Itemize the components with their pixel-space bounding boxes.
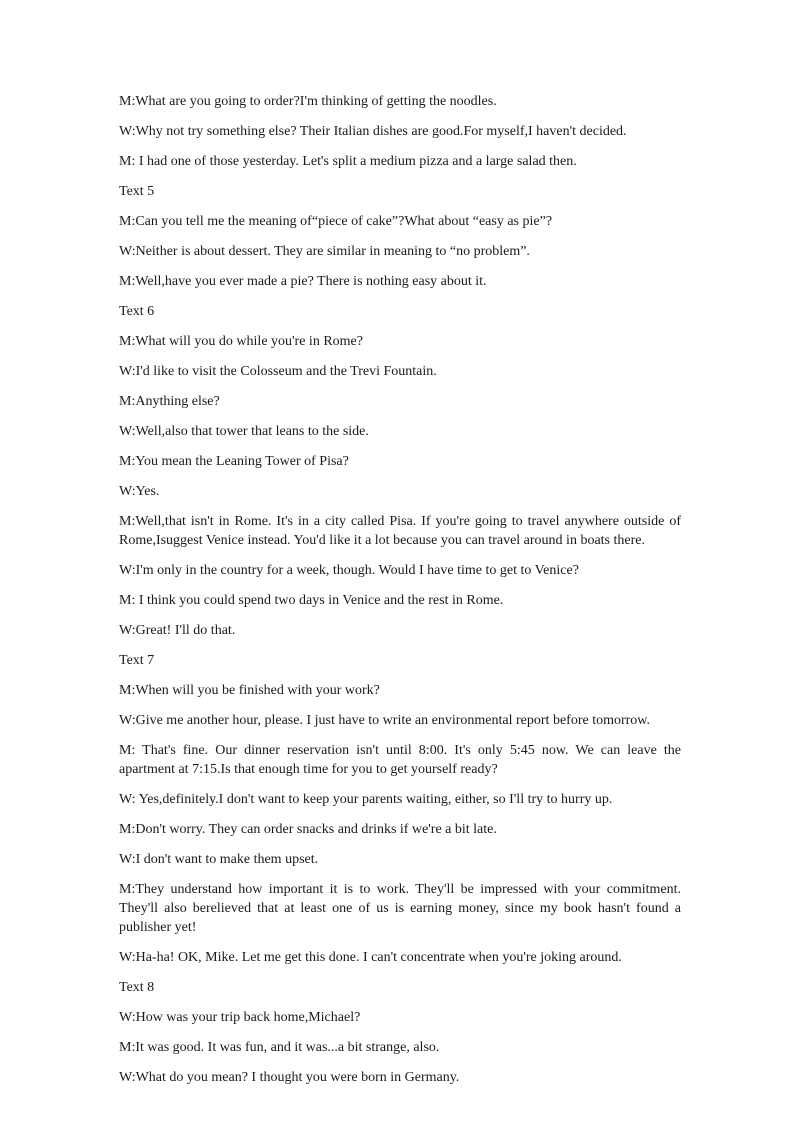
dialogue-line: M:Don't worry. They can order snacks and drinks if we're a bit late. — [119, 822, 497, 837]
dialogue-line: W:Great! I'll do that. — [119, 623, 236, 638]
section-heading: Text 5 — [119, 184, 155, 199]
section-heading: Text 7 — [119, 653, 155, 668]
dialogue-line: M:Well,that isn't in Rome. It's in a city called Pisa. If you're going to travel anywhere outside of Rome,Isuggest Venice instead. You'd like it a lot because you can travel around in boats there. — [119, 514, 681, 548]
dialogue-line: W:How was your trip back home,Michael? — [119, 1010, 361, 1025]
dialogue-line: M: That's fine. Our dinner reservation isn't until 8:00. It's only 5:45 now. We can leave the apartment at 7:15.Is that enough time for you to get yourself ready? — [119, 743, 681, 777]
dialogue-line: W:Give me another hour, please. I just have to write an environmental report before tomorrow. — [119, 713, 650, 728]
dialogue-line: W:Why not try something else? Their Italian dishes are good.For myself,I haven't decided. — [119, 124, 627, 139]
dialogue-line: M:What are you going to order?I'm thinking of getting the noodles. — [119, 94, 497, 109]
dialogue-line: W:What do you mean? I thought you were born in Germany. — [119, 1070, 460, 1085]
dialogue-line: W:I don't want to make them upset. — [119, 852, 319, 867]
dialogue-line: M:When will you be finished with your work? — [119, 683, 380, 698]
dialogue-line: W: Yes,definitely.I don't want to keep your parents waiting, either, so I'll try to hurry up. — [119, 792, 613, 807]
section-heading: Text 6 — [119, 304, 155, 319]
dialogue-line: W:I'm only in the country for a week, though. Would I have time to get to Venice? — [119, 563, 579, 578]
dialogue-line: M:Anything else? — [119, 394, 220, 409]
document-page — [119, 92, 681, 1098]
dialogue-line: M:It was good. It was fun, and it was...a bit strange, also. — [119, 1040, 440, 1055]
dialogue-line: W:I'd like to visit the Colosseum and the Trevi Fountain. — [119, 364, 437, 379]
dialogue-line: W:Well,also that tower that leans to the side. — [119, 424, 369, 439]
dialogue-line: W:Neither is about dessert. They are similar in meaning to “no problem”. — [119, 244, 530, 259]
dialogue-line: M:You mean the Leaning Tower of Pisa? — [119, 454, 349, 469]
section-heading: Text 8 — [119, 980, 155, 995]
dialogue-line: M: I think you could spend two days in Venice and the rest in Rome. — [119, 593, 504, 608]
dialogue-line: M:Can you tell me the meaning of“piece of cake”?What about “easy as pie”? — [119, 214, 553, 229]
dialogue-line: W:Ha-ha! OK, Mike. Let me get this done. I can't concentrate when you're joking around. — [119, 950, 622, 965]
dialogue-line: M:They understand how important it is to work. They'll be impressed with your commitment. They'll also berelieved that at least one of us is earning money, since my book hasn't found a publisher yet! — [119, 882, 681, 935]
dialogue-line: W:Yes. — [119, 484, 160, 499]
dialogue-line: M: I had one of those yesterday. Let's split a medium pizza and a large salad then. — [119, 154, 577, 169]
dialogue-line: M:What will you do while you're in Rome? — [119, 334, 363, 349]
dialogue-line: M:Well,have you ever made a pie? There is nothing easy about it. — [119, 274, 487, 289]
